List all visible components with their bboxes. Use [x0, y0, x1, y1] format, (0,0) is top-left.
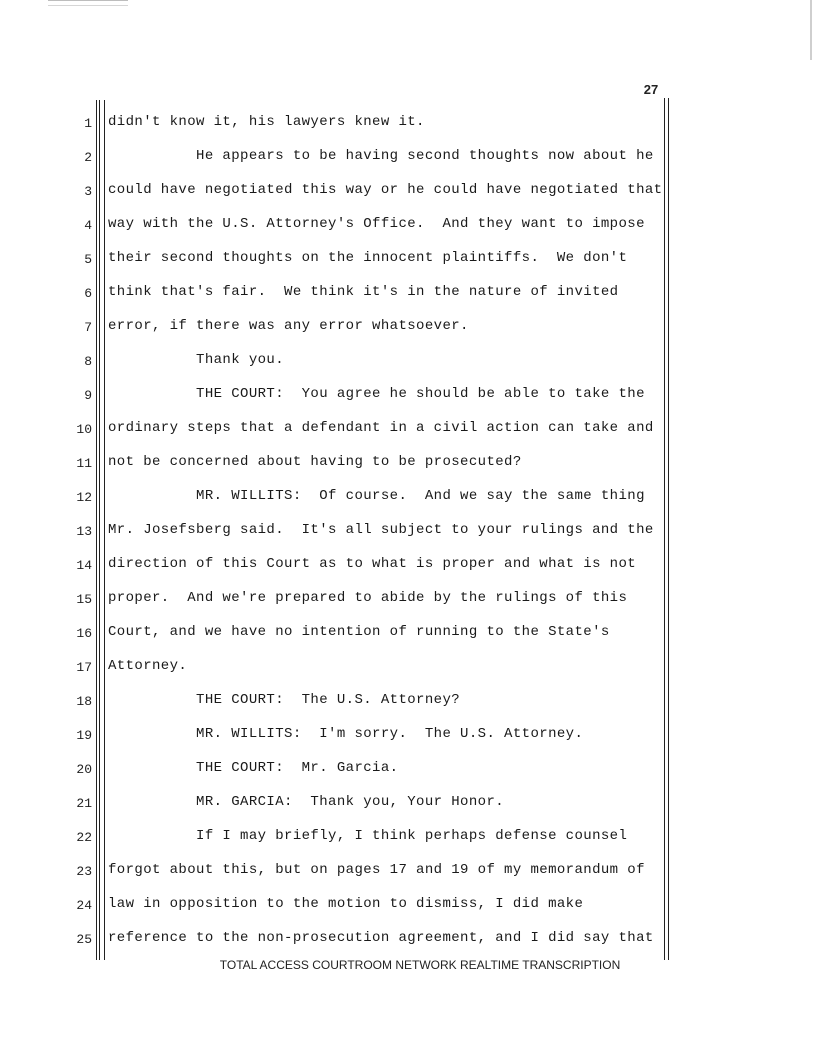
line-text: direction of this Court as to what is proper and what is not: [108, 556, 637, 572]
line-number: 23: [76, 864, 92, 879]
line-number: 12: [76, 490, 92, 505]
line-number: 22: [76, 830, 92, 845]
line-number: 1: [84, 116, 92, 131]
line-text: MR. WILLITS: Of course. And we say the same thing: [108, 488, 645, 504]
line-number: 15: [76, 592, 92, 607]
line-number: 8: [84, 354, 92, 369]
page-number: 27: [643, 82, 659, 97]
line-text: law in opposition to the motion to dismiss, I did make: [108, 896, 584, 912]
line-text: THE COURT: The U.S. Attorney?: [108, 692, 461, 708]
line-number: 25: [76, 932, 92, 947]
transcript-line: [0, 346, 816, 380]
transcript-line: [0, 516, 816, 550]
transcript-line: [0, 414, 816, 448]
line-number: 2: [84, 150, 92, 165]
line-text: think that's fair. We think it's in the nature of invited: [108, 284, 619, 300]
transcript-line: [0, 550, 816, 584]
transcript-line: [0, 720, 816, 754]
transcript-line: [0, 278, 816, 312]
line-text: proper. And we're prepared to abide by the rulings of this: [108, 590, 628, 606]
line-text: Thank you.: [108, 352, 285, 368]
line-number: 5: [84, 252, 92, 267]
line-number: 21: [76, 796, 92, 811]
transcript-line: [0, 176, 816, 210]
transcript-line: [0, 890, 816, 924]
transcript-line: [0, 652, 816, 686]
line-text: Attorney.: [108, 658, 188, 674]
line-number: 4: [84, 218, 92, 233]
line-number: 13: [76, 524, 92, 539]
transcript-line: [0, 822, 816, 856]
line-text: Court, and we have no intention of running to the State's: [108, 624, 610, 640]
line-number: 6: [84, 286, 92, 301]
transcript-line: [0, 108, 816, 142]
line-text: could have negotiated this way or he could have negotiated that: [108, 182, 663, 198]
scan-artifact: [48, 0, 128, 6]
line-number: 9: [84, 388, 92, 403]
line-text: Mr. Josefsberg said. It's all subject to your rulings and the: [108, 522, 654, 538]
scan-edge-artifact: [810, 0, 812, 60]
transcript-line: [0, 686, 816, 720]
transcript-line: [0, 210, 816, 244]
transcript-footer: TOTAL ACCESS COURTROOM NETWORK REALTIME TRANSCRIPTION: [219, 958, 621, 972]
transcript-line: [0, 448, 816, 482]
transcript-line: [0, 142, 816, 176]
line-text: He appears to be having second thoughts now about he: [108, 148, 654, 164]
line-number: 20: [76, 762, 92, 777]
line-number: 24: [76, 898, 92, 913]
line-number: 16: [76, 626, 92, 641]
line-text: forgot about this, but on pages 17 and 19 of my memorandum of: [108, 862, 645, 878]
transcript-line: [0, 482, 816, 516]
line-text: ordinary steps that a defendant in a civil action can take and: [108, 420, 654, 436]
transcript-line: [0, 380, 816, 414]
transcript-line: [0, 754, 816, 788]
line-number: 10: [76, 422, 92, 437]
line-text: their second thoughts on the innocent plaintiffs. We don't: [108, 250, 628, 266]
line-text: not be concerned about having to be prosecuted?: [108, 454, 522, 470]
line-number: 3: [84, 184, 92, 199]
line-text: THE COURT: Mr. Garcia.: [108, 760, 399, 776]
line-number: 7: [84, 320, 92, 335]
line-text: MR. GARCIA: Thank you, Your Honor.: [108, 794, 505, 810]
transcript-line: [0, 924, 816, 958]
line-text: error, if there was any error whatsoever.: [108, 318, 469, 334]
line-number: 14: [76, 558, 92, 573]
line-number: 19: [76, 728, 92, 743]
line-text: way with the U.S. Attorney's Office. And they want to impose: [108, 216, 645, 232]
transcript-line: [0, 788, 816, 822]
transcript-line: [0, 244, 816, 278]
line-number: 18: [76, 694, 92, 709]
transcript-line: [0, 584, 816, 618]
line-text: reference to the non-prosecution agreement, and I did say that: [108, 930, 654, 946]
line-text: MR. WILLITS: I'm sorry. The U.S. Attorney.: [108, 726, 584, 742]
line-number: 11: [76, 456, 92, 471]
line-text: If I may briefly, I think perhaps defense counsel: [108, 828, 628, 844]
transcript-line: [0, 856, 816, 890]
line-number: 17: [76, 660, 92, 675]
transcript-line: [0, 618, 816, 652]
line-text: THE COURT: You agree he should be able to take the: [108, 386, 645, 402]
line-text: didn't know it, his lawyers knew it.: [108, 114, 425, 130]
transcript-line: [0, 312, 816, 346]
